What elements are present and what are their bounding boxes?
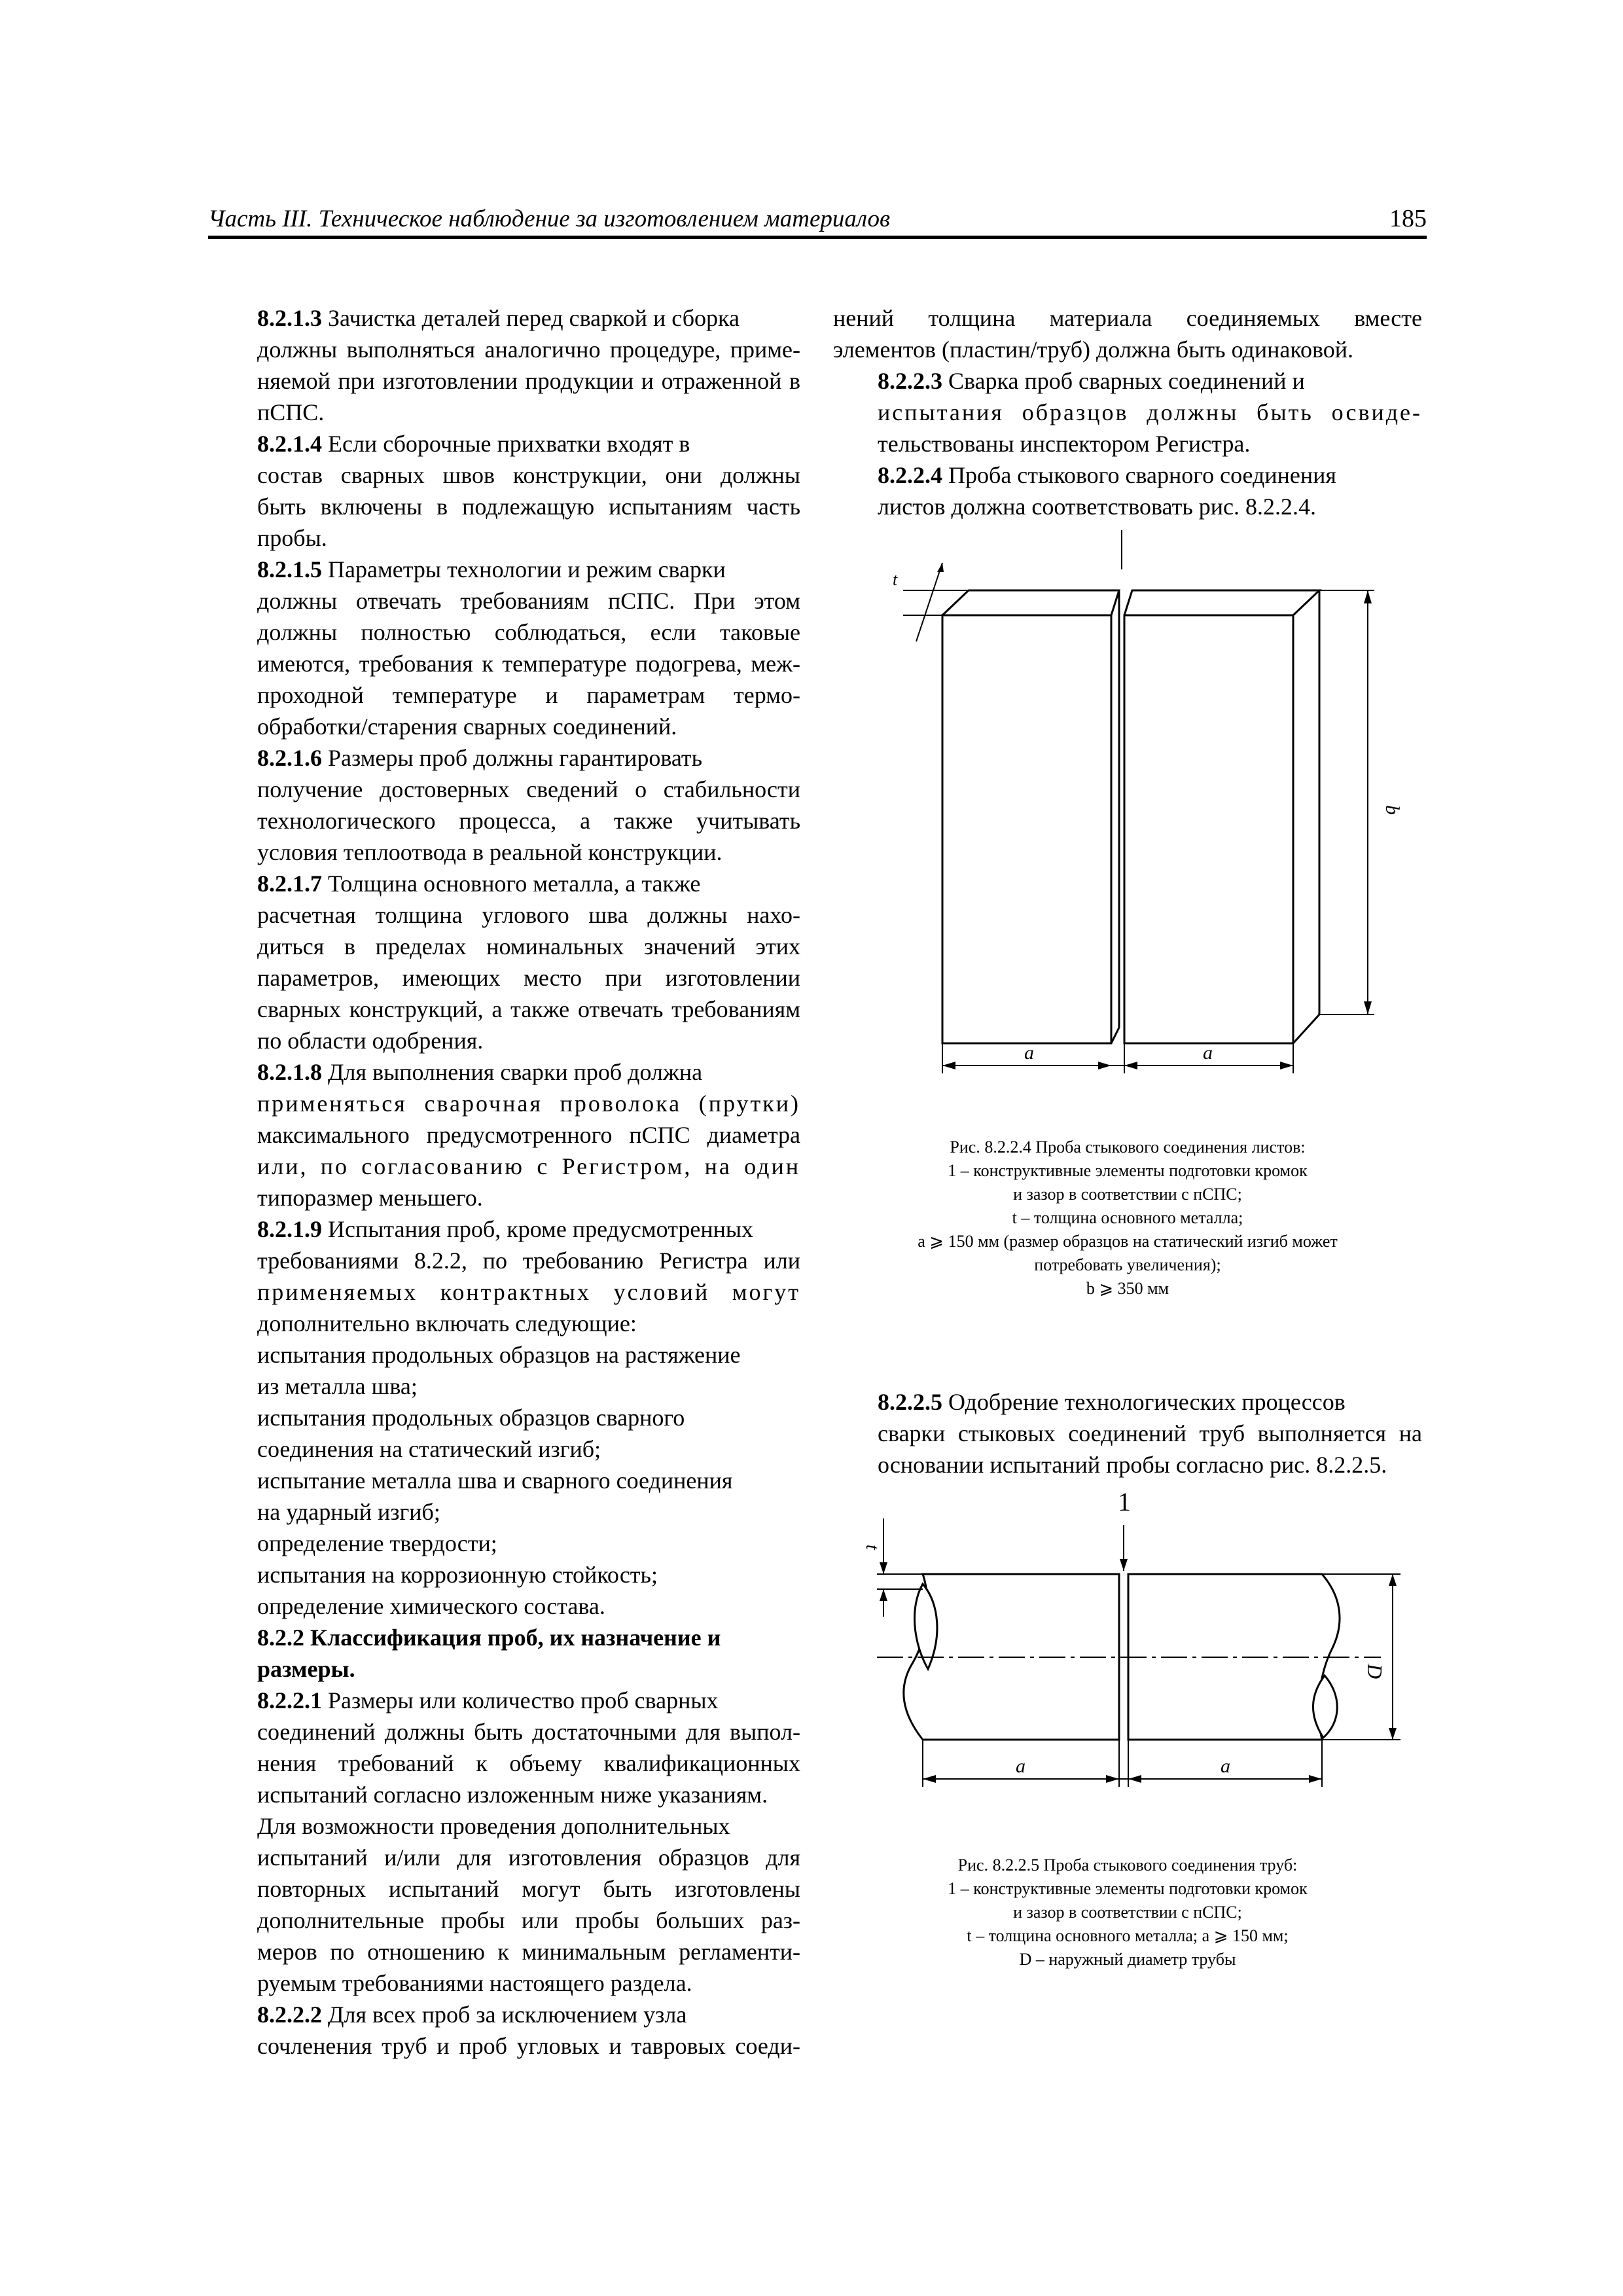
section-heading-8-2-2: 8.2.2 Классификация проб, их назначение и размеры.: [257, 1624, 721, 1682]
paragraph-8-2-1-8: 8.2.1.8 Для выполнения сварки проб должна применяться сварочная проволока (прутки) максимального предусмотренного пСПС диаметра или, по согласованию с Регистром, на один типоразмер меньшего.: [257, 1059, 800, 1211]
page-number: 185: [1389, 205, 1427, 232]
paragraph-8-2-2-3: 8.2.2.3 Сварка проб сварных соединений и испытания образцов должны быть освиде- тельствованы инспектором Регистра.: [878, 368, 1422, 457]
label-a-right: a: [1221, 1755, 1230, 1777]
list-item-bend: испытания продольных образцов сварного соединения на статический изгиб;: [257, 1405, 685, 1462]
paragraph-8-2-1-9: 8.2.1.9 Испытания проб, кроме предусмотренных требованиями 8.2.2, по требованию Регистра или применяемых контрактных условий могут дополнительно включать следующие:: [257, 1216, 800, 1336]
label-t: t: [862, 1545, 882, 1550]
plate-right-top-bevel: [1124, 590, 1319, 615]
list-item-chemical: определение химического состава.: [257, 1593, 605, 1619]
paragraph-8-2-2-1: 8.2.2.1 Размеры или количество проб сварных соединений должны быть достаточными для выпол- нения требований к объему квалификационных испытаний согласно изложенным ниже указаниям.: [257, 1687, 800, 1808]
running-title: Часть III. Техническое наблюдение за изготовлением материалов: [208, 206, 891, 232]
list-item-corrosion: испытания на коррозионную стойкость;: [257, 1562, 658, 1588]
label-1: 1: [1118, 1487, 1131, 1516]
plate-right: [1124, 615, 1293, 1043]
plate-left-top-bevel: [942, 590, 1119, 615]
label-a-left: a: [1024, 1042, 1034, 1064]
paragraph-8-2-2-2: 8.2.2.2 Для всех проб за исключением узла сочленения труб и проб угловых и тавровых соеди-: [257, 2001, 800, 2059]
t-dimension-line: [916, 563, 942, 641]
label-b: b: [1382, 805, 1403, 815]
page-header: [208, 196, 1427, 239]
label-D: D: [1363, 1664, 1387, 1679]
list-item-tensile: испытания продольных образцов на растяжение из металла шва;: [257, 1342, 741, 1399]
paragraph-8-2-1-3: 8.2.1.3 Зачистка деталей перед сваркой и сборка должны выполняться аналогично процедуре, приме- няемой при изготовлении продукции и отраженной в пСПС.: [257, 305, 800, 425]
paragraph-additional-tests: Для возможности проведения дополнительных испытаний и/или для изготовления образцов для повторных испытаний могут быть изготовлены дополнительные пробы или пробы больших раз- меров по отношению к минимальным регламенти- руемым требованиями настоящего раздела.: [257, 1813, 800, 1996]
right-column-bottom: [833, 1386, 1422, 1480]
label-a-right: a: [1203, 1042, 1213, 1064]
figure-1-caption: Рис. 8.2.2.4 Проба стыкового соединения листов: 1 – конструктивные элементы подготовки кромок и зазор в соответствии с пСПС; t – толщина основного металла; a ⩾ 150 мм (размер образцов на статический изгиб может потребовать увеличения); b ⩾ 350 мм: [918, 1138, 1338, 1298]
label-a-left: a: [1016, 1755, 1026, 1777]
figure-2-caption: Рис. 8.2.2.5 Проба стыкового соединения труб: 1 – конструктивные элементы подготовки кромок и зазор в соответствии с пСПС; t – толщина основного металла; a ⩾ 150 мм; D – наружный диаметр трубы: [948, 1856, 1308, 1969]
paragraph-8-2-1-7: 8.2.1.7 Толщина основного металла, а также расчетная толщина углового шва должны нахо- диться в пределах номинальных значений этих параметров, имеющих место при изготовлении сварных конструкций, а также отвечать требованиям по области одобрения.: [257, 870, 800, 1054]
figure-plate-butt-joint: [851, 530, 1414, 1093]
right-column-top: [833, 302, 1422, 522]
paragraph-8-2-2-4: 8.2.2.4 Проба стыкового сварного соединения листов должна соответствовать рис. 8.2.2.4.: [878, 462, 1336, 520]
paragraph-8-2-1-5: 8.2.1.5 Параметры технологии и режим сварки должны отвечать требованиям пСПС. При этом должны полностью соблюдаться, если таковые имеются, требования к температуре подогрева, меж- проходной температуре и параметрам термо- обработки/старения сварных соединений.: [257, 556, 800, 740]
list-item-impact: испытание металла шва и сварного соединения на ударный изгиб;: [257, 1467, 733, 1525]
figure-pipe-butt-joint: [857, 1479, 1414, 1793]
plate-left: [942, 615, 1111, 1043]
list-item-hardness: определение твердости;: [257, 1530, 497, 1556]
left-column: [213, 302, 800, 2062]
paragraph-8-2-1-6: 8.2.1.6 Размеры проб должны гарантировать получение достоверных сведений о стабильности технологического процесса, а также учитывать условия теплоотвода в реальной конструкции.: [257, 745, 800, 865]
label-t: t: [893, 570, 898, 589]
paragraph-8-2-2-2-continued: нений толщина материала соединяемых вместе элементов (пластин/труб) должна быть одинаковой.: [833, 305, 1422, 363]
paragraph-8-2-1-4: 8.2.1.4 Если сборочные прихватки входят в состав сварных швов конструкции, они должны быть включены в подлежащую испытаниям часть пробы.: [257, 431, 800, 551]
paragraph-8-2-2-5: 8.2.2.5 Одобрение технологических процессов сварки стыковых соединений труб выполняется на основании испытаний пробы согласно рис. 8.2.2.5.: [878, 1389, 1422, 1478]
